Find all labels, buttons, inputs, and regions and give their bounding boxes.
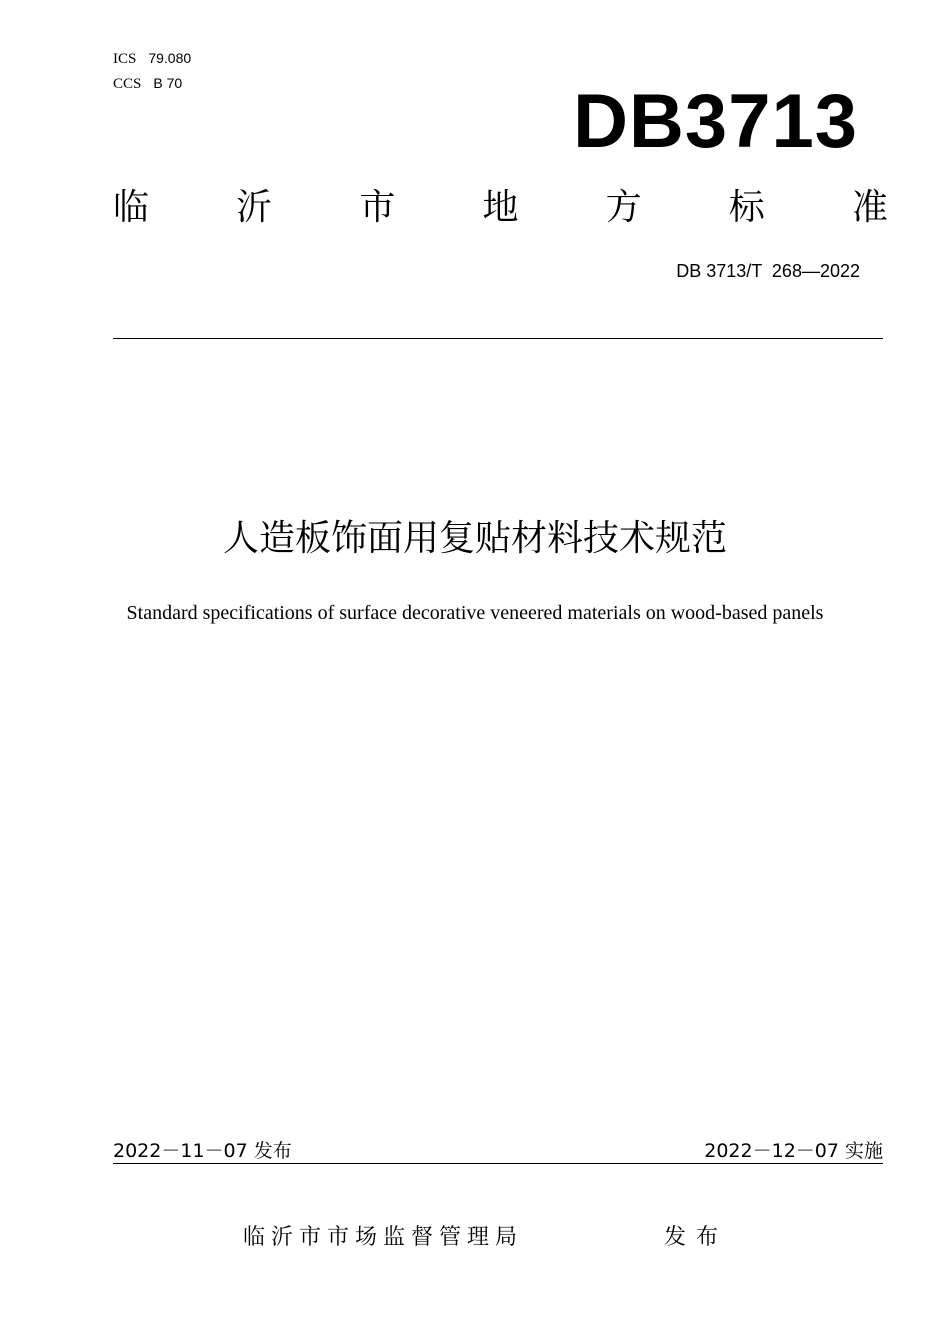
db-logo: DB3713 — [573, 79, 858, 164]
level-char: 准 — [851, 187, 888, 228]
implementation-date: 2022－12－07 实施 — [704, 1140, 883, 1162]
bottom-divider — [113, 1163, 883, 1164]
top-divider — [113, 338, 883, 339]
ics-label: ICS — [113, 51, 137, 67]
issue-label: 发布 — [664, 1225, 729, 1250]
level-char: 沂 — [236, 187, 273, 228]
level-char: 市 — [359, 187, 396, 228]
title-chinese: 人造板饰面用复贴材料技术规范 — [222, 518, 727, 559]
standard-number: DB 3713/T 268—2022 — [676, 261, 860, 281]
level-char: 方 — [605, 187, 642, 228]
issue-date: 2022－11－07 发布 — [113, 1140, 292, 1162]
ics-value: 79.080 — [148, 50, 192, 66]
issuing-authority: 临沂市市场监督管理局 — [243, 1225, 524, 1250]
standard-level-heading — [113, 186, 888, 230]
ccs-value: B 70 — [153, 75, 183, 91]
ccs-code — [113, 74, 182, 93]
ics-code — [113, 49, 191, 68]
title-english: Standard specifications of surface decorative veneered materials on wood-based panels — [126, 602, 824, 624]
level-char: 地 — [482, 187, 519, 228]
level-char: 标 — [728, 187, 765, 228]
ccs-label: CCS — [113, 76, 142, 92]
level-char: 临 — [113, 187, 150, 228]
